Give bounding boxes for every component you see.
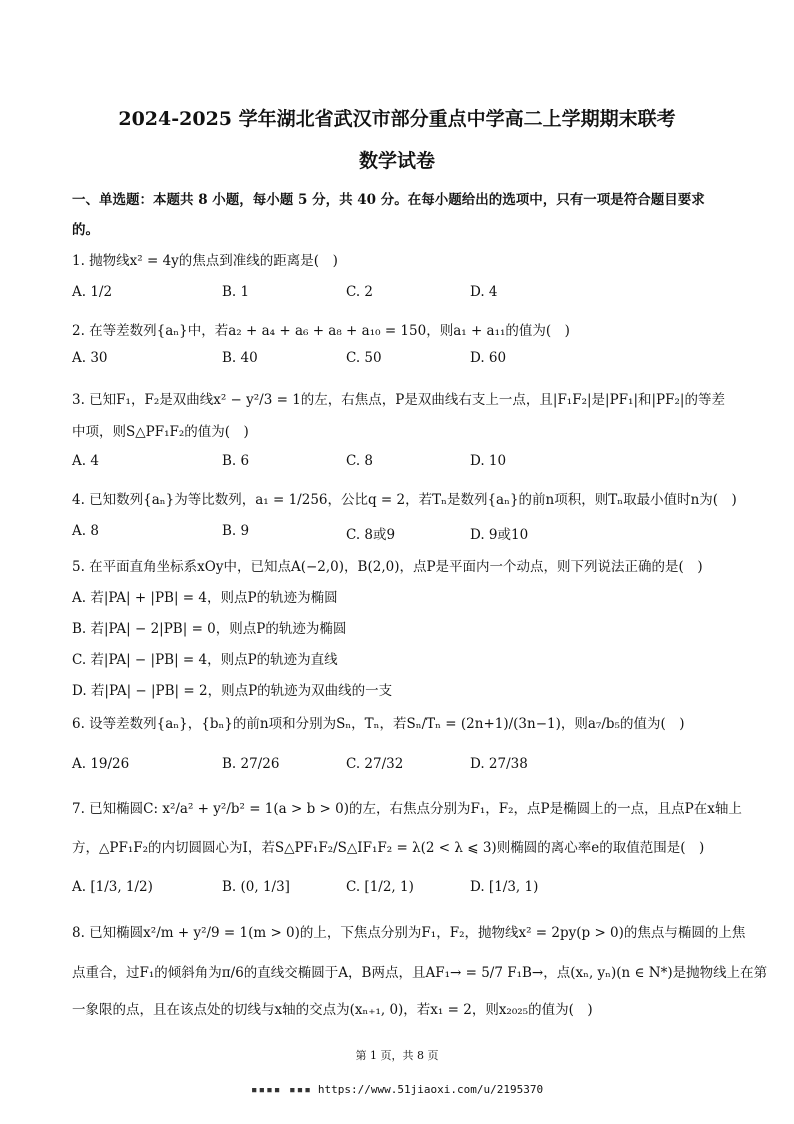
question-3-option-a: A. 4	[72, 453, 99, 469]
question-7-text-line1: 7. 已知椭圆C: x²/a² + y²/b² = 1(a > b > 0)的左，右焦点分别为F₁，F₂，点P是椭圆上的一点，且点P在x轴上	[72, 801, 742, 817]
question-4-text: 4. 已知数列{aₙ}为等比数列，a₁ = 1/256，公比q = 2，若Tₙ是数列{aₙ}的前n项积，则Tₙ取最小值时n为( )	[72, 492, 737, 508]
question-2-option-a: A. 30	[72, 350, 108, 366]
question-3-option-d: D. 10	[470, 453, 507, 469]
page-footer: 第 1 页，共 8 页	[355, 1049, 439, 1062]
question-5-option-a: A. 若|PA| + |PB| = 4，则点P的轨迹为椭圆	[72, 590, 338, 606]
question-7-option-a: A. [1/3, 1/2)	[72, 879, 153, 895]
question-1-option-c: C. 2	[346, 284, 374, 300]
question-1-option-d: D. 4	[470, 284, 498, 300]
question-6-option-c: C. 27/32	[346, 756, 404, 772]
question-4-option-b: B. 9	[222, 523, 250, 539]
question-2-option-c: C. 50	[346, 350, 382, 366]
question-1-option-b: B. 1	[222, 284, 250, 300]
question-5-text: 5. 在平面直角坐标系xOy中，已知点A(−2,0)，B(2,0)，点P是平面内一个动点，则下列说法正确的是( )	[72, 559, 703, 575]
question-5-option-c: C. 若|PA| − |PB| = 4，则点P的轨迹为直线	[72, 652, 338, 668]
question-7-option-c: C. [1/2, 1)	[346, 879, 414, 895]
question-5-option-d: D. 若|PA| − |PB| = 2，则点P的轨迹为双曲线的一支	[72, 683, 393, 699]
question-8-text-line1: 8. 已知椭圆x²/m + y²/9 = 1(m > 0)的上，下焦点分别为F₁，F₂，抛物线x² = 2py(p > 0)的焦点与椭圆的上焦	[72, 925, 746, 941]
question-1-option-a: A. 1/2	[72, 284, 113, 300]
question-8-text-line3: 一象限的点，且在该点处的切线与x轴的交点为(xₙ₊₁, 0)，若x₁ = 2，则x₂₀₂₅的值为( )	[72, 1002, 593, 1018]
question-2-option-d: D. 60	[470, 350, 507, 366]
section-heading-line2: 的。	[72, 222, 99, 238]
question-7-option-d: D. [1/3, 1)	[470, 879, 539, 895]
question-3-text-line1: 3. 已知F₁，F₂是双曲线x² − y²/3 = 1的左，右焦点，P是双曲线右支上一点，且|F₁F₂|是|PF₁|和|PF₂|的等差	[72, 392, 725, 408]
question-3-text-line2: 中项，则S△PF₁F₂的值为( )	[72, 424, 249, 440]
question-8-text-line2: 点重合，过F₁的倾斜角为π/6的直线交椭圆于A，B两点，且AF₁→ = 5/7 F₁B→，点(xₙ, yₙ)(n ∈ N*)是抛物线上在第	[72, 965, 768, 981]
question-7-text-line2: 方，△PF₁F₂的内切圆圆心为I，若S△PF₁F₂/S△IF₁F₂ = λ(2 < λ ⩽ 3)则椭圆的离心率e的取值范围是( )	[72, 840, 705, 856]
watermark-url	[0, 1083, 794, 1096]
watermark-logo: ▪▪▪▪ ▪▪▪	[250, 1083, 312, 1096]
question-6-option-b: B. 27/26	[222, 756, 280, 772]
question-6-text: 6. 设等差数列{aₙ}，{bₙ}的前n项和分别为Sₙ，Tₙ，若Sₙ/Tₙ = (2n+1)/(3n−1)，则a₇/b₅的值为( )	[72, 716, 685, 732]
section-heading-line1: 一、单选题：本题共 8 小题，每小题 5 分，共 40 分。在每小题给出的选项中，只有一项是符合题目要求	[72, 192, 705, 208]
question-3-option-b: B. 6	[222, 453, 250, 469]
exam-subtitle: 数学试卷	[358, 150, 435, 172]
question-6-option-a: A. 19/26	[72, 756, 130, 772]
question-2-text: 2. 在等差数列{aₙ}中，若a₂ + a₄ + a₆ + a₈ + a₁₀ = 150，则a₁ + a₁₁的值为( )	[72, 323, 570, 339]
question-1-text: 1. 抛物线x² = 4y的焦点到准线的距离是( )	[72, 253, 338, 269]
question-6-option-d: D. 27/38	[470, 756, 528, 772]
question-5-option-b: B. 若|PA| − 2|PB| = 0，则点P的轨迹为椭圆	[72, 621, 347, 637]
question-2-option-b: B. 40	[222, 350, 258, 366]
watermark-url-text: https://www.51jiaoxi.com/u/2195370	[317, 1083, 544, 1096]
question-4-option-d: D. 9或10	[470, 527, 529, 543]
question-4-option-a: A. 8	[72, 523, 99, 539]
question-3-option-c: C. 8	[346, 453, 374, 469]
question-7-option-b: B. (0, 1/3]	[222, 879, 290, 895]
exam-title: 2024-2025 学年湖北省武汉市部分重点中学高二上学期期末联考	[118, 108, 676, 130]
question-4-option-c: C. 8或9	[346, 527, 396, 543]
